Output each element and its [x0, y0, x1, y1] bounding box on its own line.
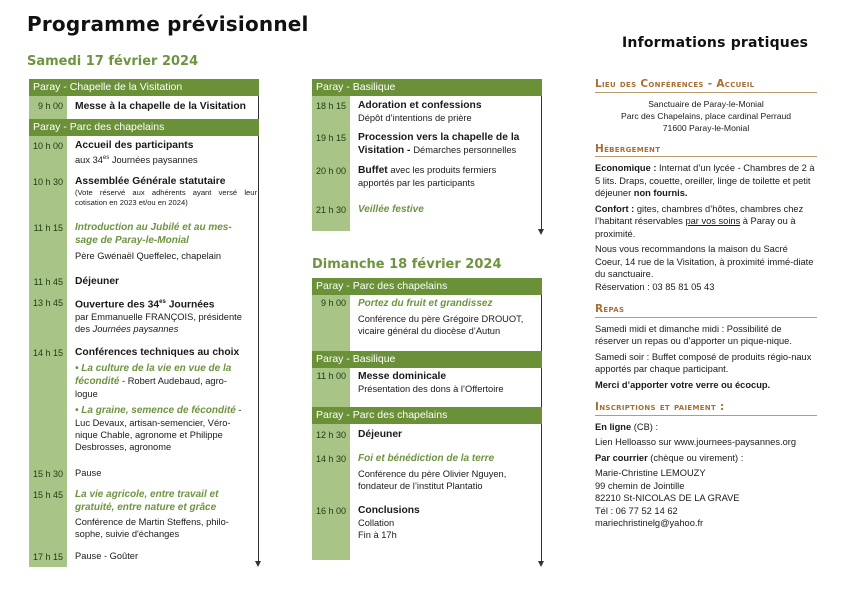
event-detail: Dépôt d’intentions de prière [358, 113, 472, 123]
event-row [29, 467, 258, 479]
talk-speaker: - Luc Devaux, artisan-semencier, Véro-nique Chable, agronome et Philippe Desbrosses, agronome [75, 405, 242, 452]
event-row [29, 346, 258, 453]
text-underline: par vos soins [685, 216, 741, 226]
sunday-title: Dimanche 18 février 2024 [312, 257, 502, 272]
event-row [312, 99, 541, 124]
address-line: 82210 St-NICOLAS DE LA GRAVE [595, 493, 740, 503]
event-time: 10 h 00 [32, 141, 63, 151]
address-line: Parc des Chapelains, place cardinal Perraud [620, 110, 792, 121]
talk-speaker: - Robert Audebaud, agro-logue [75, 376, 227, 399]
address-line: 71600 Paray-le-Monial [662, 122, 750, 133]
event-time: 11 h 15 [33, 223, 63, 233]
event-detail: vicaire général du diocèse d’Autun [358, 326, 501, 336]
event-time: 15 h 45 [32, 490, 63, 500]
label: Economique : [595, 163, 657, 173]
section-heading: Lieu des Conférences - Accueil [595, 78, 817, 93]
event-time: 18 h 15 [315, 101, 346, 111]
section-lieu [595, 78, 817, 134]
location-header: Paray - Parc des chapelains [312, 407, 542, 424]
text: (chèque ou virement) : [647, 452, 744, 463]
text: Internat d’un lycée - Chambres de 2 à 5 lits. Draps, couette, oreiller, linge de toilette et petit déjeuner [595, 163, 815, 198]
event-detail: des [75, 324, 93, 335]
event-row [29, 221, 258, 262]
event-title: Messe dominicale [358, 371, 447, 382]
event-row [312, 452, 541, 492]
event-detail: Démarches personnelles [413, 145, 517, 155]
phone: Tél : 06 77 52 14 62 [595, 505, 678, 516]
section-heading: Inscriptions et paiement : [595, 401, 817, 416]
location-header: Paray - Basilique [312, 351, 542, 368]
text: à Paray ou à proximité. [595, 216, 796, 239]
event-row [29, 275, 258, 288]
event-time: 21 h 30 [315, 205, 346, 215]
event-title: La vie agricole, entre travail et gratuité, entre nature et grâce [75, 489, 219, 513]
event-time: 10 h 30 [32, 177, 63, 187]
event-time: 9 h 00 [312, 295, 350, 350]
text: (CB) : [631, 421, 659, 432]
event-detail: Collation [358, 518, 395, 528]
text: Samedi midi et dimanche midi : Possibilité de réserver un repas ou d’apporter un pique-nique. [595, 323, 792, 346]
text-bold: non fournis. [633, 188, 688, 198]
event-detail: Conférence du père Olivier Nguyen, [358, 469, 507, 479]
info-title: Informations pratiques [622, 35, 809, 51]
talk-title: • La culture de la vie en vue de la fécondité [75, 363, 232, 387]
event-row [312, 368, 541, 406]
event-row [312, 164, 541, 189]
event-time: 14 h 15 [32, 348, 63, 358]
event-row [312, 428, 541, 441]
event-title: Conclusions [358, 505, 420, 516]
event-title: Accueil des participants [75, 140, 194, 151]
timeline-line [258, 79, 259, 564]
email-link[interactable]: mariechristinelg@yahoo.fr [595, 518, 704, 528]
event-title: Veillée festive [358, 204, 424, 215]
event-time: 13 h 45 [32, 298, 63, 308]
event-detail: Fin à 17h [358, 530, 397, 540]
separator: - [404, 145, 414, 156]
label: Confort : [595, 203, 635, 214]
recommendation: Nous vous recommandons la maison du Sacré Coeur, 14 rue de la Visitation, à proximité immé-diate du sanctuaire. [595, 244, 814, 279]
event-title: Journées [165, 299, 215, 311]
event-row [29, 97, 258, 118]
event-time: 20 h 00 [315, 166, 346, 176]
event-title: Adoration et confessions [358, 100, 482, 111]
event-title: Ouverture des 34 [75, 299, 160, 311]
address-line: Marie-Christine LEMOUZY [595, 468, 706, 478]
event-title: Pause - Goûter [75, 551, 139, 561]
event-detail: fondateur de l’institut Plantatio [358, 481, 483, 491]
label: Par courrier [595, 452, 648, 463]
event-title: Déjeuner [75, 276, 120, 287]
event-detail: Journées paysannes [109, 155, 198, 166]
section-heading: Hébergement [595, 143, 817, 158]
saturday-title: Samedi 17 février 2024 [27, 54, 199, 69]
ordinal-sup: es [159, 299, 166, 305]
section-inscriptions [595, 401, 817, 530]
event-title: Introduction au Jubilé et au mes-sage de Paray-le-Monial [75, 222, 232, 246]
address-line: 99 chemin de Jointille [595, 480, 685, 491]
label: En ligne [595, 421, 632, 432]
location-header: Paray - Parc des chapelains [312, 278, 542, 295]
event-detail: Conférence du père Grégoire DROUOT, [358, 314, 524, 324]
saturday-column-1 [29, 79, 259, 569]
event-row [29, 139, 258, 166]
location-header: Paray - Parc des chapelains [29, 119, 259, 136]
event-row [312, 504, 541, 541]
saturday-column-2 [312, 79, 542, 239]
event-detail: aux 34 [75, 155, 103, 166]
event-title: Pause [75, 468, 102, 478]
event-title: Messe à la chapelle de la Visitation [75, 101, 246, 112]
event-time: 14 h 30 [315, 454, 346, 464]
website-link[interactable]: Lien Helloasso sur www.journees-paysannes.org [595, 437, 797, 447]
event-time: 12 h 30 [315, 430, 346, 440]
reservation-phone: Réservation : 03 85 81 05 43 [595, 281, 715, 292]
address-line: Sanctuaire de Paray-le-Monial [648, 98, 764, 109]
section-heading: Repas [595, 303, 817, 318]
event-title: Buffet [358, 165, 388, 176]
section-hebergement [595, 143, 817, 294]
text: Samedi soir : Buffet composé de produits régio-naux apportés par chaque participant. [595, 351, 812, 374]
text: gites, chambres d’hôtes, chambres chez l’habitant réservables [595, 203, 804, 226]
arrow-down-icon [538, 229, 544, 235]
event-time: 9 h 00 [29, 97, 67, 118]
event-title: Conférences techniques au choix [75, 347, 240, 358]
event-time: 11 h 00 [312, 368, 350, 406]
event-row [312, 131, 541, 157]
event-row [29, 296, 258, 335]
event-time: 17 h 15 [32, 552, 63, 562]
event-title: Foi et bénédiction de la terre [358, 453, 495, 464]
event-title: Assemblée Générale statutaire [75, 176, 226, 187]
sunday-column [312, 278, 542, 568]
event-time: 16 h 00 [315, 506, 346, 516]
event-row [312, 203, 541, 216]
event-note: (Vote réservé aux adhérents ayant versé leur cotisation en 2023 et/ou en 2024) [75, 188, 257, 207]
section-repas [595, 303, 817, 391]
arrow-down-icon [538, 561, 544, 567]
page-title: Programme prévisionnel [27, 12, 309, 36]
event-row [312, 295, 541, 350]
timeline-line [541, 79, 542, 232]
event-time: 11 h 45 [33, 277, 63, 287]
location-header: Paray - Chapelle de la Visitation [29, 79, 259, 96]
event-title: Déjeuner [358, 429, 403, 440]
event-time: 15 h 30 [32, 469, 63, 479]
event-row [29, 488, 258, 540]
event-row [29, 550, 258, 562]
event-detail: par Emmanuelle FRANÇOIS, présidente [75, 312, 242, 323]
location-header: Paray - Basilique [312, 79, 542, 96]
event-detail: Conférence de Martin Steffens, philo-sophe, suivie d'échanges [75, 517, 229, 539]
ordinal-sup: es [102, 155, 110, 161]
event-detail: Journées paysannes [92, 324, 179, 335]
event-row [29, 175, 258, 208]
event-detail: Présentation des dons à l’Offertoire [358, 384, 504, 394]
talk-title: • La graine, semence de fécondité [75, 405, 236, 416]
event-time: 19 h 15 [315, 133, 346, 143]
event-title: Portez du fruit et grandissez [358, 298, 493, 309]
text-bold: Merci d’apporter votre verre ou écocup. [595, 379, 771, 390]
event-detail: avec les produits fermiers apportés par les participants [358, 165, 497, 188]
event-speaker: Père Gwénaël Queffelec, chapelain [75, 251, 222, 261]
info-panel [595, 78, 817, 530]
event-title: Procession vers la chapelle de la Visitation [358, 132, 520, 156]
